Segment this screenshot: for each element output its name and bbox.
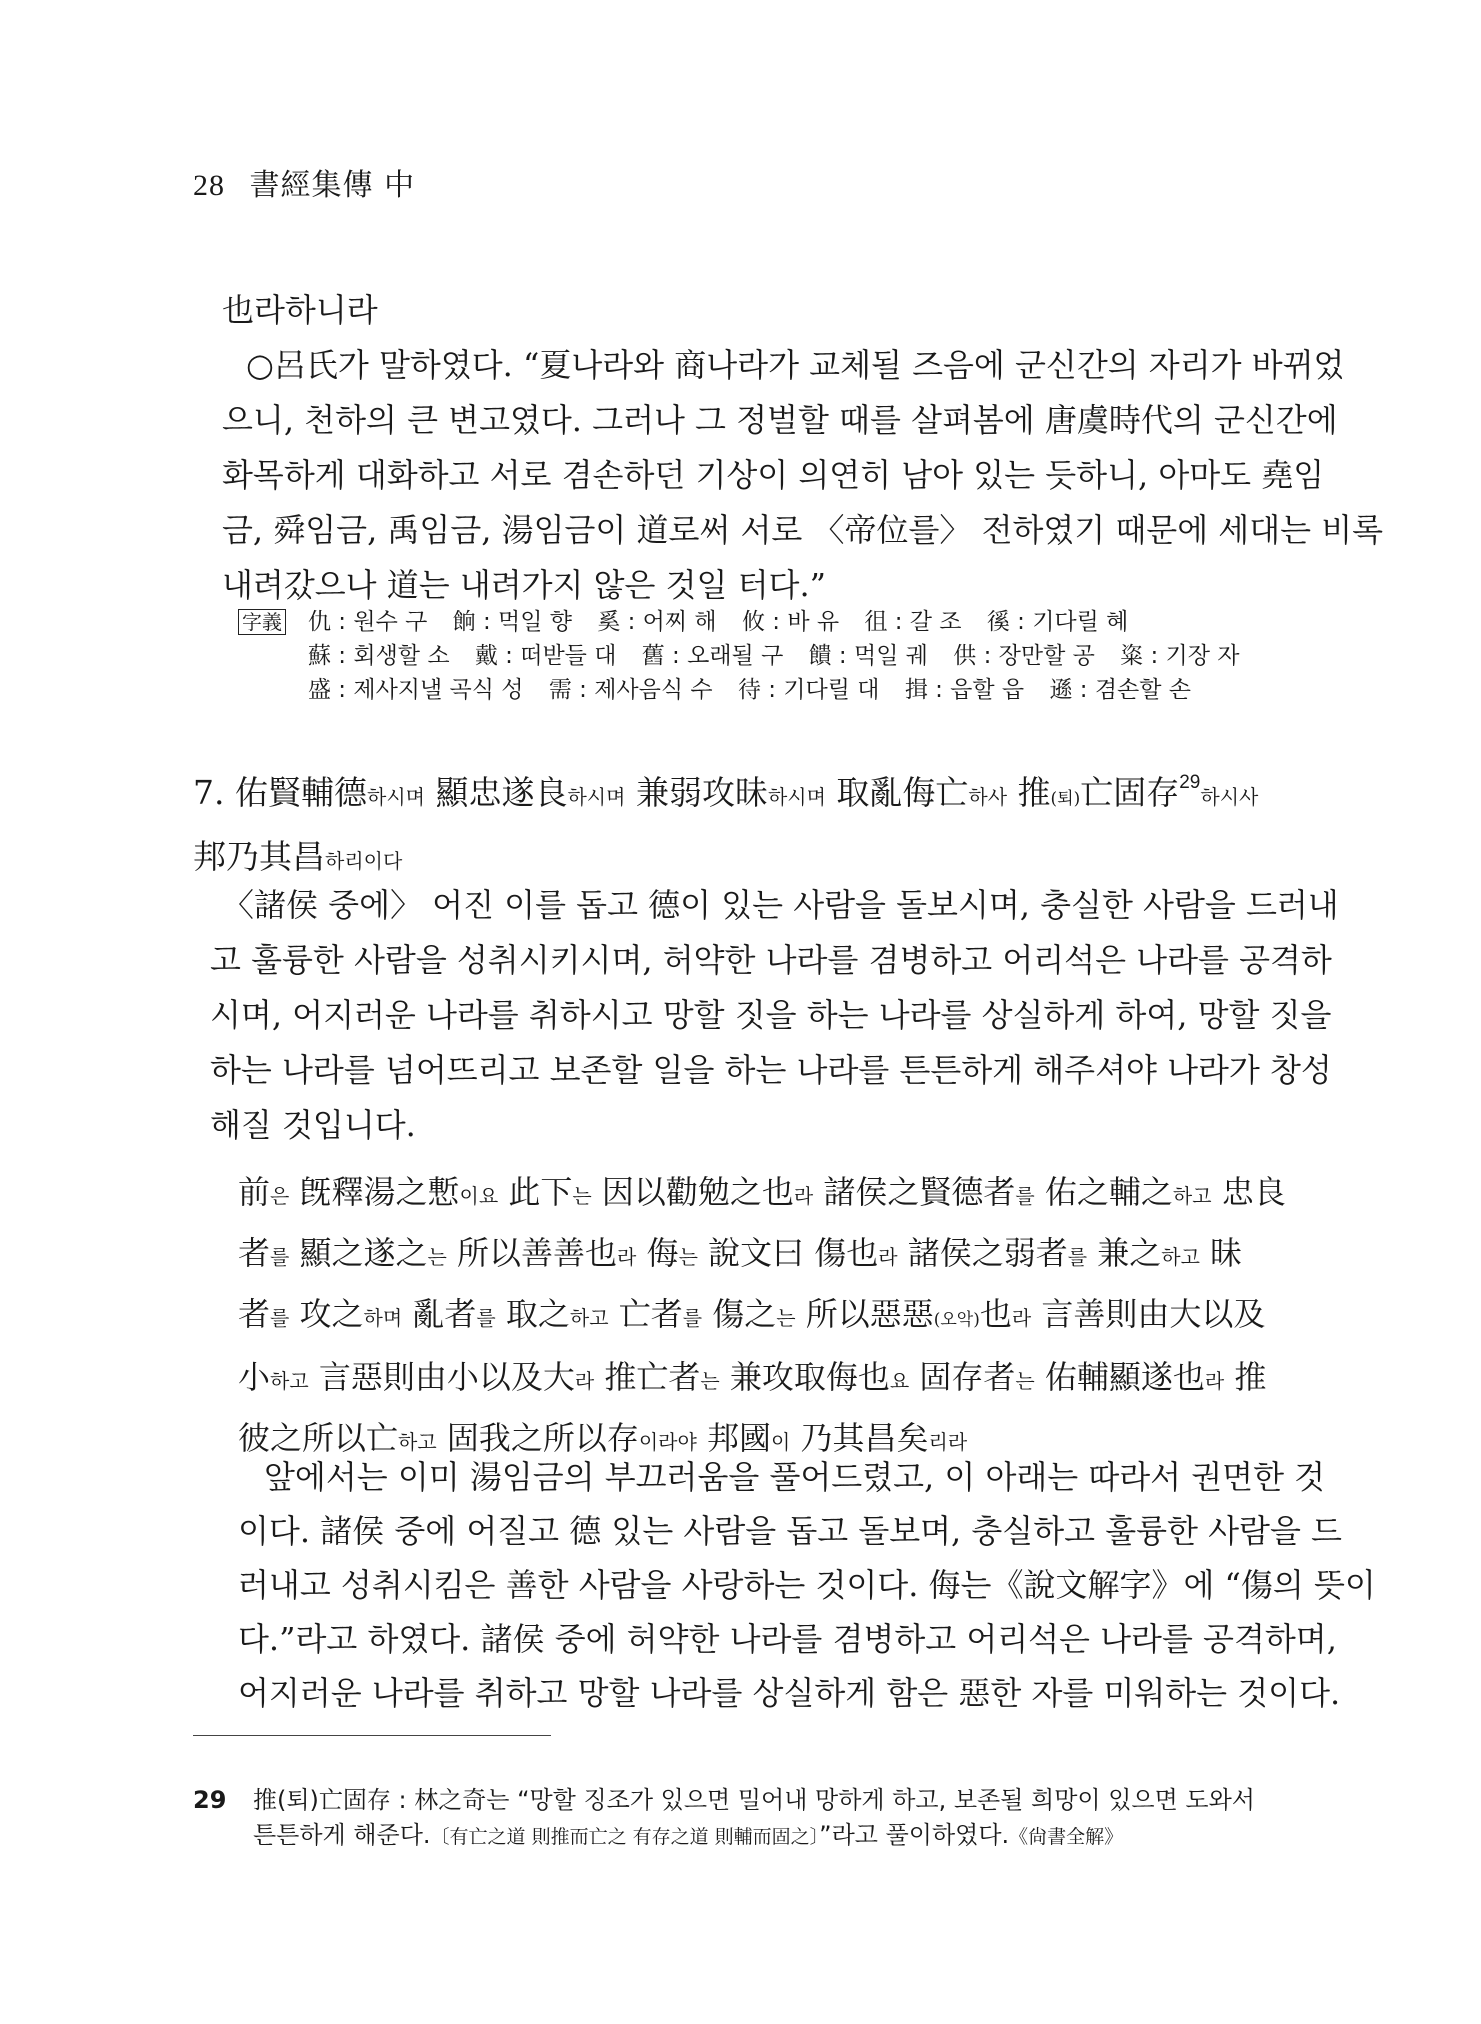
footnote-continuation bbox=[193, 1818, 1255, 1855]
text-line bbox=[238, 1225, 1338, 1286]
verse-hanja: 兼弱攻昧 bbox=[635, 773, 768, 812]
particle: 요 bbox=[889, 1369, 910, 1393]
particle: 를 bbox=[1067, 1245, 1088, 1269]
glossary-row bbox=[308, 639, 1258, 673]
footnote-divider bbox=[193, 1735, 551, 1736]
text-line: 금, 舜임금, 禹임금, 湯임금이 道로써 서로 〈帝位를〉 전하였기 때문에 세대는 비록 bbox=[222, 511, 1384, 549]
hanja-run: 兼之 bbox=[1097, 1234, 1162, 1272]
particle: 리라 bbox=[928, 1430, 968, 1454]
hanja-run: 傷之 bbox=[712, 1295, 777, 1333]
particle: 하고 bbox=[569, 1306, 609, 1330]
glossary-item: 需 : 제사음식 수 bbox=[548, 677, 713, 703]
glossary-item: 供 : 장만할 공 bbox=[953, 643, 1095, 669]
hanja-run: 忠良 bbox=[1221, 1173, 1286, 1211]
hanja-run: 所以惡惡 bbox=[805, 1295, 934, 1333]
footnote-text: 推(퇴)亡固存 : 林之奇는 “망할 징조가 있으면 밀어내 망하게 하고, 보존될 희망이 있으면 도와서 bbox=[253, 1786, 1255, 1814]
hanja-run: 取之 bbox=[505, 1295, 570, 1333]
footnote-number: 29 bbox=[193, 1786, 227, 1814]
hanja-run: 此下 bbox=[508, 1173, 573, 1211]
footnote-text: 튼튼하게 해준다. bbox=[253, 1821, 431, 1849]
particle: 하고 bbox=[270, 1369, 309, 1393]
hanja-run: 說文曰 傷也 bbox=[708, 1234, 879, 1272]
hanja-run: 攻之 bbox=[299, 1295, 364, 1333]
verse-suffix: 하시며 bbox=[567, 785, 626, 809]
verse-hanja: 亡固存 bbox=[1080, 773, 1180, 812]
hanja-text: 也라하니라 bbox=[222, 291, 378, 329]
commentary-translation bbox=[232, 1450, 1376, 1720]
verse-suffix: 하시사 bbox=[1200, 785, 1259, 809]
glossary-item: 饋 : 먹일 궤 bbox=[808, 643, 928, 669]
glossary-item: 遜 : 겸손할 손 bbox=[1049, 677, 1192, 703]
hanja-run: 亡者 bbox=[618, 1295, 683, 1333]
particle: 이요 bbox=[459, 1184, 499, 1208]
hanja-run: 彼之所以亡 bbox=[238, 1419, 399, 1457]
verse-hanja: 取亂侮亡 bbox=[836, 773, 969, 812]
page-number: 28 bbox=[193, 169, 225, 202]
hanja-run: 也 bbox=[979, 1295, 1012, 1333]
particle: 를 bbox=[476, 1306, 496, 1330]
text-line: 내려갔으나 道는 내려가지 않은 것일 터다.” bbox=[222, 566, 826, 604]
glossary-item: 盛 : 제사지낼 곡식 성 bbox=[308, 677, 524, 703]
classic-verse bbox=[193, 758, 1258, 890]
hanja-run: 昧 bbox=[1210, 1234, 1243, 1272]
text-line: 다.”라고 하였다. 諸侯 중에 허약한 나라를 겸병하고 어리석은 나라를 공격하며, bbox=[238, 1620, 1337, 1658]
pronunciation-gloss: (퇴) bbox=[1050, 789, 1081, 809]
particle: 은 bbox=[270, 1184, 290, 1208]
glossary-row bbox=[308, 673, 1258, 707]
particle: 이라야 bbox=[638, 1430, 697, 1454]
particle: 라 bbox=[878, 1245, 898, 1269]
particle: 라 bbox=[1204, 1369, 1225, 1393]
text-line: 러내고 성취시킴은 善한 사람을 사랑하는 것이다. 侮는《說文解字》에 “傷의 뜻이 bbox=[238, 1566, 1376, 1604]
hanja-run: 固存者 bbox=[919, 1358, 1016, 1396]
hanja-run: 前 bbox=[238, 1173, 271, 1211]
particle: 라 bbox=[574, 1369, 595, 1393]
hanja-run: 諸侯之弱者 bbox=[907, 1234, 1068, 1272]
particle: 를 bbox=[1015, 1184, 1035, 1208]
particle: 는 bbox=[678, 1245, 698, 1269]
particle: 하며 bbox=[363, 1306, 403, 1330]
particle: 하고 bbox=[398, 1430, 437, 1454]
verse-suffix: 하리이다 bbox=[325, 849, 403, 873]
vocabulary-glossary bbox=[238, 605, 1258, 707]
hanja-run: 言惡則由小以及大 bbox=[318, 1358, 575, 1396]
glossary-item: 蘇 : 회생할 소 bbox=[308, 643, 450, 669]
hanja-run: 因以勸勉之也 bbox=[601, 1173, 794, 1211]
text-line: 앞에서는 이미 湯임금의 부끄러움을 풀어드렸고, 이 아래는 따라서 권면한 것 bbox=[232, 1458, 1326, 1496]
glossary-item: 戴 : 떠받들 대 bbox=[474, 643, 617, 669]
text-line: ○呂氏가 말하였다. “夏나라와 商나라가 교체될 즈음에 군신간의 자리가 바뀌었 bbox=[214, 346, 1345, 384]
text-line bbox=[222, 283, 1322, 338]
hanja-run: 佑輔顯遂也 bbox=[1044, 1358, 1205, 1396]
verse-suffix: 하시며 bbox=[767, 785, 826, 809]
verse-hanja: 推 bbox=[1017, 773, 1051, 812]
hanja-run: 顯之遂之 bbox=[299, 1234, 428, 1272]
hanja-run: 固我之所以存 bbox=[446, 1419, 639, 1457]
text-line: 해질 것입니다. bbox=[210, 1106, 416, 1144]
verse-suffix: 하사 bbox=[968, 785, 1008, 809]
footnote-source: 《尙書全解》 bbox=[1009, 1826, 1124, 1848]
text-line: 고 훌륭한 사람을 성취시키시며, 허약한 나라를 겸병하고 어리석은 나라를 공격하 bbox=[210, 941, 1332, 979]
particle: 를 bbox=[682, 1306, 703, 1330]
text-line: 어지러운 나라를 취하고 망할 나라를 상실하게 함은 惡한 자를 미워하는 것이다. bbox=[238, 1674, 1341, 1712]
particle: 라 bbox=[793, 1184, 814, 1208]
particle: 를 bbox=[270, 1245, 290, 1269]
book-title: 書經集傳 中 bbox=[249, 168, 416, 203]
text-line bbox=[238, 1164, 1338, 1225]
hanja-run: 言善則由大以及 bbox=[1041, 1295, 1266, 1333]
text-line: 화목하게 대화하고 서로 겸손하던 기상이 의연히 남아 있는 듯하니, 아마도 堯임 bbox=[222, 456, 1325, 494]
text-line: 으니, 천하의 큰 변고였다. 그러나 그 정벌할 때를 살펴봄에 唐虞時代의 군신간에 bbox=[222, 401, 1338, 439]
glossary-item: 奚 : 어찌 해 bbox=[597, 609, 717, 635]
glossary-tag: 字義 bbox=[238, 609, 286, 635]
particle: 하고 bbox=[1172, 1184, 1212, 1208]
footnote-reference[interactable]: 29 bbox=[1179, 772, 1201, 793]
particle: 는 bbox=[1015, 1369, 1035, 1393]
particle: 라 bbox=[617, 1245, 637, 1269]
particle: 하고 bbox=[1161, 1245, 1200, 1269]
commentary-hanja bbox=[238, 1164, 1338, 1471]
hanja-run: 佑之輔之 bbox=[1044, 1173, 1173, 1211]
verse-hanja: 佑賢輔德 bbox=[235, 773, 367, 812]
hanja-run: 推亡者 bbox=[604, 1358, 701, 1396]
verse-hanja: 邦乃其昌 bbox=[193, 837, 325, 876]
glossary-item: 徂 : 갈 조 bbox=[864, 609, 962, 635]
glossary-item: 揖 : 읍할 읍 bbox=[904, 677, 1025, 703]
particle: 라 bbox=[1011, 1306, 1032, 1330]
hanja-run: 邦國 bbox=[706, 1419, 771, 1457]
verse-suffix: 하시며 bbox=[367, 785, 425, 809]
verse-translation bbox=[210, 878, 1339, 1153]
hanja-run: 侮 bbox=[646, 1234, 679, 1272]
glossary-item: 攸 : 바 유 bbox=[741, 609, 840, 635]
glossary-item: 粢 : 기장 자 bbox=[1120, 643, 1240, 669]
hanja-run: 兼攻取侮也 bbox=[729, 1358, 890, 1396]
particle: 는 bbox=[776, 1306, 796, 1330]
text-line bbox=[238, 1286, 1338, 1349]
hanja-run: 小 bbox=[238, 1358, 271, 1396]
hanja-run: 推 bbox=[1234, 1358, 1267, 1396]
hanja-run: 亂者 bbox=[412, 1295, 477, 1333]
text-line: 이다. 諸侯 중에 어질고 德 있는 사람을 돕고 돌보며, 충실하고 훌륭한 사람을 드 bbox=[238, 1512, 1342, 1550]
footnote-text: ”라고 풀이하였다. bbox=[819, 1821, 1010, 1849]
glossary-item: 仇 : 원수 구 bbox=[308, 609, 428, 635]
text-line: 시며, 어지러운 나라를 취하시고 망할 짓을 하는 나라를 상실하게 하여, 망할 짓을 bbox=[210, 996, 1332, 1034]
particle: 이 bbox=[771, 1430, 791, 1454]
footnote bbox=[193, 1783, 1255, 1855]
glossary-row bbox=[308, 605, 1258, 639]
hanja-run: 者 bbox=[238, 1234, 271, 1272]
hanja-run: 乃其昌矣 bbox=[800, 1419, 929, 1457]
particle: 를 bbox=[270, 1306, 290, 1330]
hanja-run: 所以善善也 bbox=[457, 1234, 618, 1272]
particle: 는 bbox=[572, 1184, 592, 1208]
pronunciation-gloss: (오악) bbox=[933, 1310, 980, 1330]
hanja-run: 旣釋湯之慙 bbox=[299, 1173, 460, 1211]
hanja-run: 者 bbox=[238, 1295, 271, 1333]
glossary-item: 待 : 기다릴 대 bbox=[737, 677, 880, 703]
footnote-quote: 〔有亡之道 則推而亡之 有存之道 則輔而固之〕 bbox=[430, 1826, 820, 1848]
text-line bbox=[238, 1349, 1338, 1410]
hanja-run: 諸侯之賢德者 bbox=[823, 1173, 1016, 1211]
particle: 는 bbox=[427, 1245, 447, 1269]
verse-number: 7. bbox=[193, 773, 225, 812]
running-header bbox=[193, 160, 415, 204]
glossary-item: 餉 : 먹일 향 bbox=[452, 609, 572, 635]
verse-hanja: 顯忠遂良 bbox=[435, 773, 568, 812]
particle: 는 bbox=[700, 1369, 720, 1393]
text-line: 〈諸侯 중에〉 어진 이를 돕고 德이 있는 사람을 돌보시며, 충실한 사람을 드러내 bbox=[222, 886, 1339, 924]
translation-paragraph-lu bbox=[214, 283, 1384, 613]
text-line: 하는 나라를 넘어뜨리고 보존할 일을 하는 나라를 튼튼하게 해주셔야 나라가 창성 bbox=[210, 1051, 1332, 1089]
glossary-item: 舊 : 오래될 구 bbox=[641, 643, 784, 669]
glossary-item: 徯 : 기다릴 혜 bbox=[986, 609, 1129, 635]
